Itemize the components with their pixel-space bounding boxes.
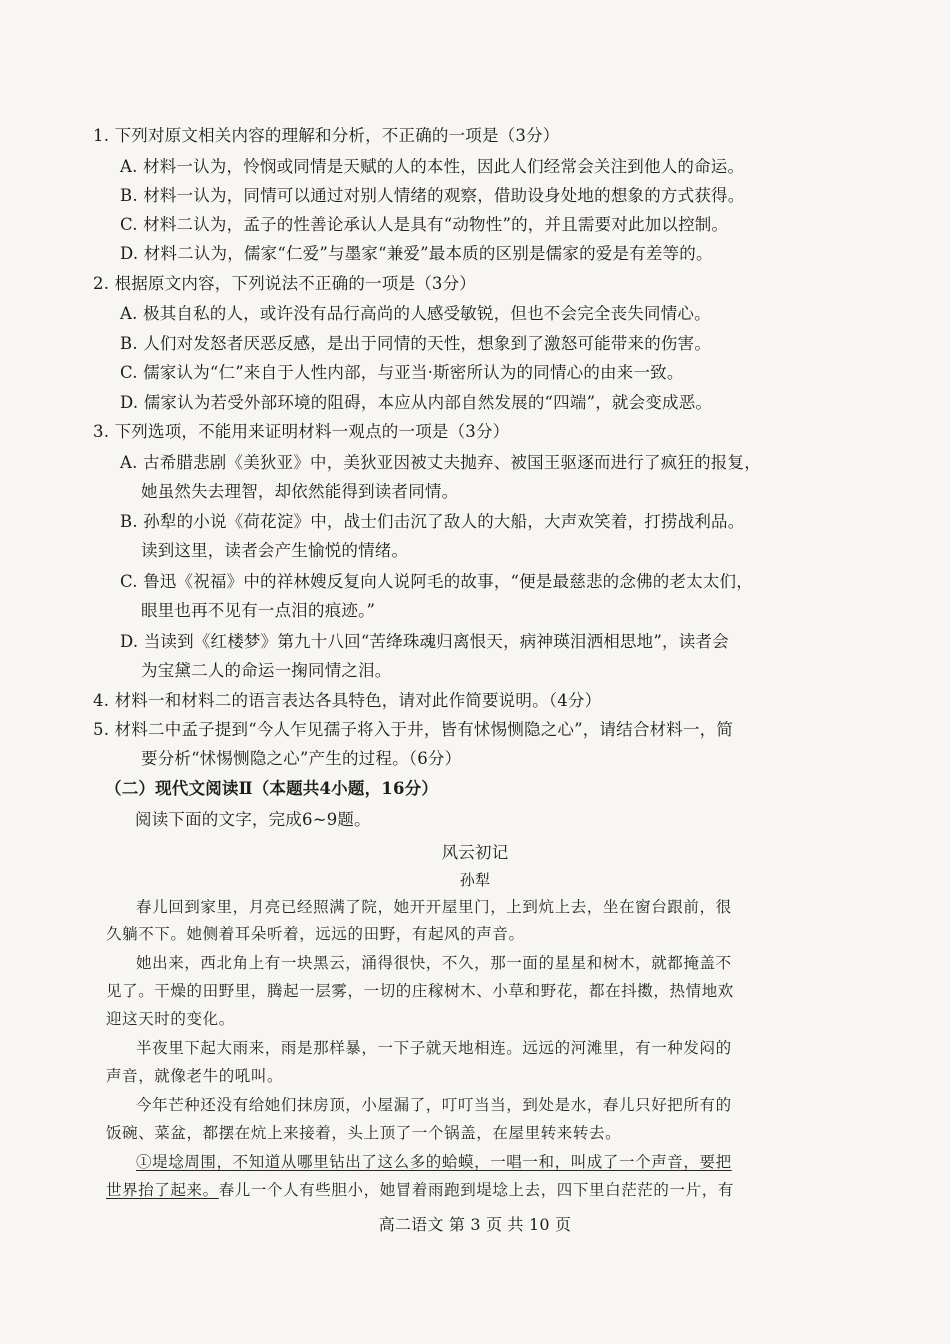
passage-paragraph-3-line-2: 声音，就像老牛的吼叫。 — [106, 1067, 284, 1085]
question-5-stem-cont: 要分析“怵惕恻隐之心”产生的过程。（6分） — [141, 749, 462, 768]
question-1-option-d: D. 材料二认为，儒家“仁爱”与墨家“兼爱”最本质的区别是儒家的爱是有差等的。 — [120, 244, 713, 263]
passage-paragraph-4-line-1: 今年芒种还没有给她们抹房顶，小屋漏了，叮叮当当，到处是水，春儿只好把所有的 — [136, 1096, 732, 1114]
question-3-option-d-cont: 为宝黛二人的命运一掬同情之泪。 — [141, 661, 392, 680]
passage-paragraph-1-line-2: 久躺不下。她侧着耳朵听着，远远的田野，有起风的声音。 — [106, 925, 525, 943]
question-3-option-d: D. 当读到《红楼梦》第九十八回“苦绛珠魂归离恨天，病神瑛泪洒相思地”，读者会 — [120, 632, 729, 651]
question-4-stem: 4. 材料一和材料二的语言表达各具特色，请对此作简要说明。（4分） — [93, 691, 602, 710]
question-2-option-a: A. 极其自私的人，或许没有品行高尚的人感受敏锐，但也不会完全丧失同情心。 — [120, 304, 711, 323]
passage-author: 孙犁 — [459, 871, 491, 889]
passage-paragraph-2-line-3: 迎这天时的变化。 — [106, 1010, 235, 1028]
question-1-stem: 1. 下列对原文相关内容的理解和分析，不正确的一项是（3分） — [93, 126, 560, 145]
question-3-option-a: A. 古希腊悲剧《美狄亚》中，美狄亚因被丈夫抛弃、被国王驱逐而进行了疯狂的报复， — [120, 453, 761, 472]
question-3-option-b-cont: 读到这里，读者会产生愉悦的情绪。 — [141, 541, 409, 560]
passage-paragraph-2-line-1: 她出来，西北角上有一块黑云，涌得很快，不久，那一面的星星和树木，就都掩盖不 — [136, 954, 732, 972]
question-1-option-a: A. 材料一认为，怜悯或同情是天赋的人的本性，因此人们经常会关注到他人的命运。 — [120, 157, 745, 176]
question-3-stem: 3. 下列选项，不能用来证明材料一观点的一项是（3分） — [93, 422, 510, 441]
passage-paragraph-5-underlined-end: 世界抬了起来。 — [106, 1181, 219, 1199]
passage-paragraph-3-line-1: 半夜里下起大雨来，雨是那样暴，一下子就天地相连。远远的河滩里，有一种发闷的 — [136, 1039, 732, 1057]
passage-paragraph-5-underlined: ①堤埝周围，不知道从哪里钻出了这么多的蛤蟆，一唱一和，叫成了一个声音，要把 — [136, 1153, 732, 1171]
question-1-option-c: C. 材料二认为，孟子的性善论承认人是具有“动物性”的，并且需要对此加以控制。 — [120, 215, 729, 234]
section-instruction: 阅读下面的文字，完成6~9题。 — [135, 810, 371, 829]
question-3-option-b: B. 孙犁的小说《荷花淀》中，战士们击沉了敌人的大船，大声欢笑着，打捞战利品。 — [120, 512, 745, 531]
question-2-option-d: D. 儒家认为若受外部环境的阻碍，本应从内部自然发展的“四端”，就会变成恶。 — [120, 393, 713, 412]
question-2-option-c: C. 儒家认为“仁”来自于人性内部，与亚当·斯密所认为的同情心的由来一致。 — [120, 363, 684, 382]
passage-paragraph-1-line-1: 春儿回到家里，月亮已经照满了院，她开开屋里门，上到炕上去，坐在窗台跟前，很 — [136, 898, 732, 916]
question-3-option-a-cont: 她虽然失去理智，却依然能得到读者同情。 — [141, 482, 459, 501]
passage-paragraph-4-line-2: 饭碗、菜盆，都摆在炕上来接着，头上顶了一个锅盖，在屋里转来转去。 — [106, 1124, 622, 1142]
question-1-option-b: B. 材料一认为，同情可以通过对别人情绪的观察，借助设身处地的想象的方式获得。 — [120, 186, 745, 205]
question-2-stem: 2. 根据原文内容，下列说法不正确的一项是（3分） — [93, 274, 476, 293]
passage-paragraph-2-line-2: 见了。干燥的田野里，腾起一层雾，一切的庄稼树木、小草和野花，都在抖擞，热情地欢 — [106, 982, 734, 1000]
question-3-option-c-cont: 眼里也再不见有一点泪的痕迹。” — [141, 601, 376, 620]
question-5-stem: 5. 材料二中孟子提到“今人乍见孺子将入于井，皆有怵惕恻隐之心”，请结合材料一，简 — [93, 720, 734, 739]
question-2-option-b: B. 人们对发怒者厌恶反感，是出于同情的天性，想象到了激怒可能带来的伤害。 — [120, 334, 712, 353]
passage-paragraph-5-line-2 — [106, 1179, 734, 1201]
page-footer: 高二语文 第 3 页 共 10 页 — [378, 1215, 572, 1234]
passage-paragraph-5-rest: 春儿一个人有些胆小，她冒着雨跑到堤埝上去，四下里白茫茫的一片，有 — [218, 1181, 734, 1199]
section-heading: （二）现代文阅读Ⅱ（本题共4小题，16分） — [105, 779, 439, 798]
passage-title: 风云初记 — [441, 843, 509, 862]
question-3-option-c: C. 鲁迅《祝福》中的祥林嫂反复向人说阿毛的故事，“便是最慈悲的念佛的老太太们， — [120, 572, 753, 591]
